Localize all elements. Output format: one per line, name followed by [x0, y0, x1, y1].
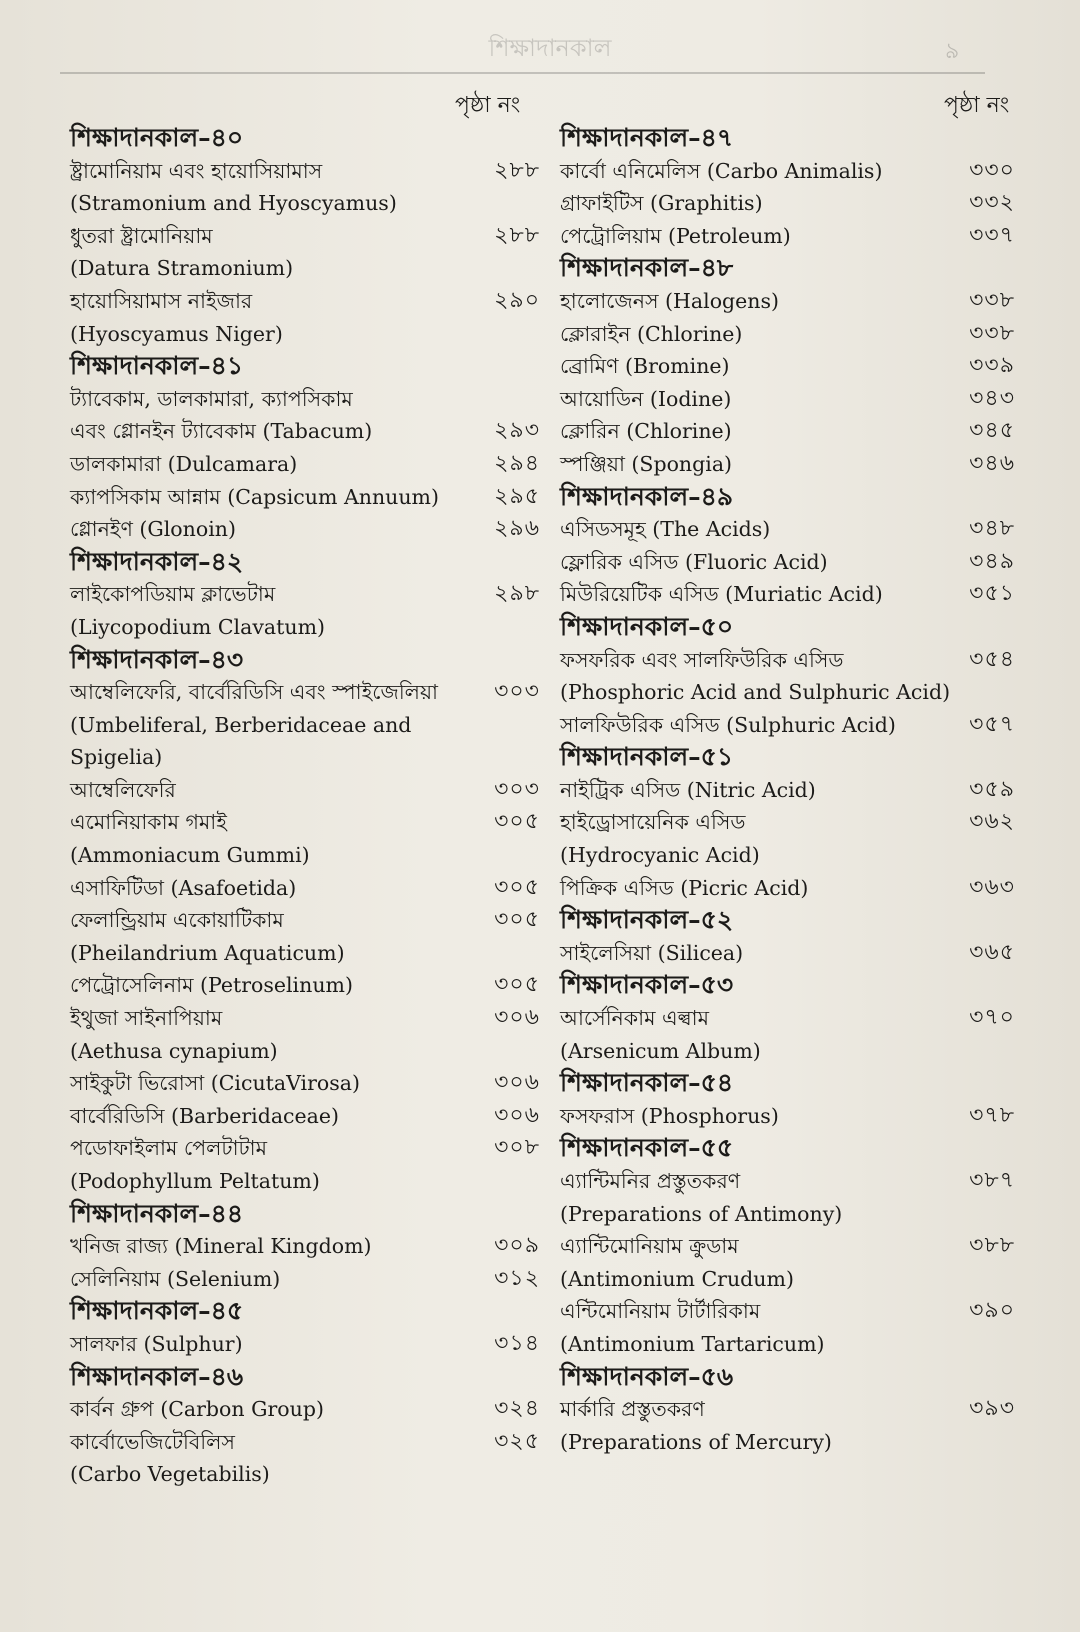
entry-title: ধুতরা ষ্ট্রামোনিয়াম	[70, 223, 213, 248]
toc-entry	[70, 1230, 540, 1263]
entry-title: ষ্ট্রামোনিয়াম এবং হায়োসিয়ামাস	[70, 158, 323, 183]
entry-title: এবং গ্লোনইন ট্যাবেকাম (Tabacum)	[70, 419, 373, 444]
entry-page-number: ৩০৩	[494, 776, 540, 802]
entry-page-number: ৩৬৫	[969, 939, 1015, 965]
entry-page-number: ৩৯৩	[969, 1396, 1015, 1422]
entry-title: সাইকুটা ভিরোসা (CicutaVirosa)	[70, 1071, 360, 1096]
entry-title: হাইড্রোসায়েনিক এসিড	[560, 810, 746, 835]
entry-title: (Preparations of Mercury)	[560, 1429, 832, 1454]
entry-title: (Hyoscyamus Niger)	[70, 321, 283, 346]
entry-page-number: ৩৮৭	[969, 1168, 1015, 1193]
section-title: শিক্ষাদানকাল–৪৩	[70, 644, 244, 674]
toc-section-heading	[560, 611, 1015, 644]
toc-section-heading	[70, 1361, 540, 1394]
toc-entry	[560, 155, 1015, 188]
toc-section-heading	[560, 741, 1015, 774]
section-title: শিক্ষাদানকাল–৪৯	[560, 481, 734, 511]
toc-entry	[560, 806, 1015, 839]
entry-title: বার্বেরিডিসি (Barberidaceae)	[70, 1103, 340, 1128]
entry-title: (Stramonium and Hyoscyamus)	[70, 191, 397, 216]
toc-entry	[70, 285, 540, 318]
entry-title: ফসফরাস (Phosphorus)	[560, 1103, 779, 1128]
toc-entry	[560, 220, 1015, 253]
entry-title: কার্বো এনিমেলিস (Carbo Animalis)	[560, 158, 883, 183]
toc-entry	[560, 676, 1015, 709]
toc-entry	[560, 709, 1015, 742]
toc-entry	[70, 969, 540, 1002]
entry-page-number: ৩০৯	[494, 1233, 540, 1259]
entry-title: ফসফরিক এবং সালফিউরিক এসিড	[560, 647, 844, 672]
toc-entry	[70, 383, 540, 416]
toc-section-heading	[560, 904, 1015, 937]
section-title: শিক্ষাদানকাল–৪৭	[560, 123, 734, 152]
section-title: শিক্ষাদানকাল–৪০	[70, 123, 244, 152]
toc-entry	[70, 937, 540, 970]
entry-page-number: ৩৫৯	[969, 776, 1015, 802]
toc-section-heading	[560, 481, 1015, 514]
entry-title: পেট্রোলিয়াম (Petroleum)	[560, 223, 791, 248]
toc-entry	[560, 187, 1015, 220]
entry-title: আম্বেলিফেরি, বার্বেরিডিসি এবং স্পাইজেলিয়া	[70, 680, 438, 705]
toc-entry	[560, 513, 1015, 546]
entry-page-number: ৩০৫	[494, 874, 540, 900]
section-title: শিক্ষাদানকাল–৫৫	[560, 1133, 734, 1163]
entry-page-number: ৩২৪	[494, 1396, 540, 1422]
toc-section-heading	[70, 350, 540, 383]
toc-section-heading	[70, 1198, 540, 1231]
toc-entry	[70, 904, 540, 937]
entry-page-number: ২৯৪	[494, 450, 540, 476]
toc-entry	[70, 611, 540, 644]
entry-title: ক্লোরিন (Chlorine)	[560, 419, 732, 444]
entry-page-number: ৩৭০	[969, 1005, 1015, 1031]
toc-entry	[70, 1002, 540, 1035]
toc-entry	[70, 155, 540, 188]
entry-title: (Aethusa cynapium)	[70, 1038, 278, 1063]
entry-title: ফ্লোরিক এসিড (Fluoric Acid)	[560, 549, 828, 574]
entry-title: (Preparations of Antimony)	[560, 1201, 843, 1226]
toc-entry	[70, 578, 540, 611]
section-title: শিক্ষাদানকাল–৪৬	[70, 1361, 244, 1391]
toc-entry	[560, 383, 1015, 416]
entry-title: (Antimonium Crudum)	[560, 1266, 794, 1291]
toc-entry	[70, 1263, 540, 1296]
toc-section-heading	[560, 1067, 1015, 1100]
toc-entry	[70, 872, 540, 905]
entry-page-number: ৩৪৩	[969, 385, 1015, 411]
entry-title: সেলিনিয়াম (Selenium)	[70, 1266, 281, 1291]
entry-title: আর্সেনিকাম এল্বাম	[560, 1006, 709, 1031]
entry-title: ট্যাবেকাম, ডালকামারা, ক্যাপসিকাম	[70, 386, 353, 411]
toc-entry	[70, 448, 540, 481]
section-title: শিক্ষাদানকাল–৪২	[70, 546, 244, 576]
toc-entry	[560, 1002, 1015, 1035]
toc-entry	[560, 1165, 1015, 1198]
entry-page-number: ২৮৮	[494, 222, 540, 248]
right-page-number-header: পৃষ্ঠা নং	[944, 93, 1010, 118]
toc-entry	[560, 1100, 1015, 1133]
entry-page-number: ৩০৮	[494, 1135, 540, 1161]
toc-entry	[560, 1328, 1015, 1361]
entry-page-number: ৩৫৪	[969, 646, 1015, 672]
entry-page-number: ৩৭৮	[969, 1102, 1015, 1128]
toc-entry	[560, 578, 1015, 611]
entry-page-number: ৩৩২	[969, 190, 1015, 216]
toc-section-heading	[560, 969, 1015, 1002]
entry-title: এ্যান্টিমোনিয়াম ক্রুডাম	[560, 1234, 739, 1259]
toc-entry	[70, 318, 540, 351]
entry-title: হায়োসিয়ামাস নাইজার	[70, 288, 253, 313]
toc-entry	[70, 1100, 540, 1133]
entry-page-number: ৩৩৮	[969, 320, 1015, 346]
entry-title: হালোজেনস (Halogens)	[560, 288, 780, 313]
entry-page-number: ৩৮৮	[969, 1233, 1015, 1259]
entry-title: (Pheilandrium Aquaticum)	[70, 940, 345, 965]
entry-page-number: ৩০৬	[494, 1070, 540, 1096]
entry-title: সাইলেসিয়া (Silicea)	[560, 940, 744, 965]
entry-page-number: ৩৬২	[969, 809, 1015, 835]
toc-entry	[560, 1198, 1015, 1231]
entry-page-number: ৩০৫	[494, 972, 540, 998]
toc-entry	[70, 839, 540, 872]
entry-page-number: ৩৪৫	[969, 418, 1015, 444]
section-title: শিক্ষাদানকাল–৪৪	[70, 1198, 244, 1228]
entry-title: (Ammoniacum Gummi)	[70, 843, 310, 868]
toc-entry	[560, 285, 1015, 318]
entry-page-number: ৩০৬	[494, 1102, 540, 1128]
entry-page-number: ৩৪৬	[969, 450, 1015, 476]
entry-title: এন্টিমোনিয়াম টার্টারিকাম	[560, 1299, 761, 1324]
toc-left-column	[70, 122, 540, 1491]
toc-entry	[560, 1295, 1015, 1328]
entry-title: ডালকামারা (Dulcamara)	[70, 451, 298, 476]
toc-entry	[560, 1035, 1015, 1068]
entry-title: (Podophyllum Peltatum)	[70, 1169, 320, 1193]
toc-entry	[560, 1263, 1015, 1296]
toc-entry	[560, 1393, 1015, 1426]
section-title: শিক্ষাদানকাল–৫১	[560, 742, 734, 772]
entry-page-number: ২৯৩	[494, 418, 540, 444]
entry-title: Spigelia)	[70, 745, 163, 770]
entry-title: (Phosphoric Acid and Sulphuric Acid)	[560, 680, 951, 705]
bleed-through-header: শিক্ষাদানকাল	[488, 34, 612, 62]
left-page-number-header: পৃষ্ঠা নং	[455, 93, 521, 118]
entry-page-number: ২৯৬	[494, 516, 540, 542]
toc-entry	[560, 415, 1015, 448]
header-rule	[60, 72, 985, 74]
entry-page-number: ৩৪৯	[969, 548, 1015, 574]
entry-title: (Carbo Vegetabilis)	[70, 1462, 270, 1487]
toc-entry	[560, 1230, 1015, 1263]
entry-title: খনিজ রাজ্য (Mineral Kingdom)	[70, 1234, 372, 1259]
toc-entry	[560, 644, 1015, 677]
section-title: শিক্ষাদানকাল–৪৮	[560, 253, 734, 283]
entry-title: মার্কারি প্রস্তুতকরণ	[560, 1397, 705, 1422]
section-title: শিক্ষাদানকাল–৪১	[70, 351, 244, 381]
toc-entry	[70, 481, 540, 514]
entry-title: (Antimonium Tartaricum)	[560, 1331, 825, 1356]
toc-entry	[70, 252, 540, 285]
toc-entry	[70, 709, 540, 742]
entry-title: পিক্রিক এসিড (Picric Acid)	[560, 875, 809, 900]
toc-entry	[70, 1132, 540, 1165]
entry-page-number: ৩৩০	[969, 157, 1015, 183]
toc-entry	[70, 1426, 540, 1459]
entry-title: আম্বেলিফেরি	[70, 777, 176, 802]
toc-entry	[560, 839, 1015, 872]
entry-page-number: ২৯৮	[494, 581, 540, 607]
toc-section-heading	[560, 122, 1015, 155]
toc-entry	[70, 741, 540, 774]
section-title: শিক্ষাদানকাল–৫০	[560, 611, 734, 641]
entry-title: পডোফাইলাম পেলটাটাম	[70, 1136, 268, 1161]
toc-section-heading	[70, 644, 540, 677]
entry-page-number: ২৮৮	[494, 157, 540, 183]
entry-page-number: ৩৫১	[969, 581, 1015, 607]
toc-entry	[70, 220, 540, 253]
section-title: শিক্ষাদানকাল–৫৬	[560, 1361, 734, 1391]
entry-page-number: ৩০৫	[494, 907, 540, 933]
entry-page-number: ৩২৫	[494, 1428, 540, 1454]
entry-title: আয়োডিন (Iodine)	[560, 386, 732, 411]
entry-title: (Umbeliferal, Berberidaceae and	[70, 712, 412, 737]
entry-title: ক্লোরাইন (Chlorine)	[560, 321, 743, 346]
toc-entry	[70, 415, 540, 448]
entry-page-number: ৩১২	[494, 1265, 540, 1291]
entry-title: গ্লোনইণ (Glonoin)	[70, 517, 236, 542]
entry-title: ব্রোমিণ (Bromine)	[560, 354, 730, 379]
toc-entry	[70, 1328, 540, 1361]
toc-section-heading	[560, 252, 1015, 285]
entry-title: পেট্রোসেলিনাম (Petroselinum)	[70, 973, 353, 998]
entry-page-number: ৩৪৮	[969, 516, 1015, 542]
entry-title: নাইট্রিক এসিড (Nitric Acid)	[560, 777, 816, 802]
entry-title: এ্যান্টিমনির প্রস্তুতকরণ	[560, 1169, 741, 1193]
toc-entry	[560, 872, 1015, 905]
toc-entry	[70, 1458, 540, 1491]
toc-entry	[560, 937, 1015, 970]
toc-section-heading	[560, 1132, 1015, 1165]
entry-title: স্পঞ্জিয়া (Spongia)	[560, 451, 733, 476]
toc-entry	[70, 676, 540, 709]
toc-section-heading	[70, 546, 540, 579]
toc-entry	[70, 1393, 540, 1426]
toc-section-heading	[70, 122, 540, 155]
toc-entry	[70, 1067, 540, 1100]
entry-title: মিউরিয়েটিক এসিড (Muriatic Acid)	[560, 582, 883, 607]
entry-page-number: ৩৯০	[969, 1298, 1015, 1324]
toc-section-heading	[560, 1361, 1015, 1394]
entry-page-number: ৩৬৩	[969, 874, 1015, 900]
entry-title: সালফার (Sulphur)	[70, 1331, 243, 1356]
entry-title: লাইকোপডিয়াম ক্লাভেটাম	[70, 582, 276, 607]
entry-title: (Arsenicum Album)	[560, 1038, 761, 1063]
toc-entry	[560, 448, 1015, 481]
entry-title: এসাফিটিডা (Asafoetida)	[70, 875, 297, 900]
bleed-through-page-number: ৯	[945, 39, 960, 64]
entry-title: ফেলান্ড্রিয়াম একোয়াটিকাম	[70, 908, 284, 933]
entry-title: এমোনিয়াকাম গমাই	[70, 810, 227, 835]
toc-entry	[560, 1426, 1015, 1459]
entry-title: সালফিউরিক এসিড (Sulphuric Acid)	[560, 712, 896, 737]
entry-title: এসিডসমূহ (The Acids)	[560, 517, 771, 542]
entry-page-number: ৩৩৮	[969, 287, 1015, 313]
toc-entry	[560, 318, 1015, 351]
entry-title: (Liycopodium Clavatum)	[70, 614, 326, 639]
entry-title: (Datura Stramonium)	[70, 256, 294, 281]
toc-entry	[560, 546, 1015, 579]
toc-section-heading	[70, 1295, 540, 1328]
toc-entry	[70, 774, 540, 807]
entry-title: গ্রাফাইটিস (Graphitis)	[560, 191, 763, 216]
entry-page-number: ৩০৩	[494, 679, 540, 705]
toc-entry	[560, 350, 1015, 383]
entry-page-number: ৩১৪	[494, 1330, 540, 1356]
entry-title: ক্যাপসিকাম আন্নাম (Capsicum Annuum)	[70, 484, 439, 509]
entry-title: কার্বোভেজিটেবিলিস	[70, 1429, 235, 1454]
entry-page-number: ৩৩৭	[969, 222, 1015, 248]
entry-title: ইথুজা সাইনাপিয়াম	[70, 1006, 223, 1031]
toc-entry	[70, 1035, 540, 1068]
entry-page-number: ২৯৫	[494, 483, 540, 509]
entry-title: কার্বন গ্রুপ (Carbon Group)	[70, 1397, 324, 1422]
section-title: শিক্ষাদানকাল–৫৩	[560, 970, 734, 1000]
toc-entry	[70, 1165, 540, 1198]
entry-page-number: ৩৩৯	[969, 353, 1015, 379]
entry-page-number: ৩৫৭	[969, 711, 1015, 737]
toc-entry	[70, 513, 540, 546]
entry-page-number: ২৯০	[494, 287, 540, 313]
toc-right-column	[560, 122, 1015, 1458]
section-title: শিক্ষাদানকাল–৪৫	[70, 1296, 244, 1326]
entry-page-number: ৩০৫	[494, 809, 540, 835]
toc-entry	[70, 806, 540, 839]
section-title: শিক্ষাদানকাল–৫৪	[560, 1068, 734, 1098]
entry-page-number: ৩০৬	[494, 1005, 540, 1031]
toc-entry	[560, 774, 1015, 807]
toc-entry	[70, 187, 540, 220]
section-title: শিক্ষাদানকাল–৫২	[560, 905, 734, 935]
entry-title: (Hydrocyanic Acid)	[560, 843, 760, 868]
